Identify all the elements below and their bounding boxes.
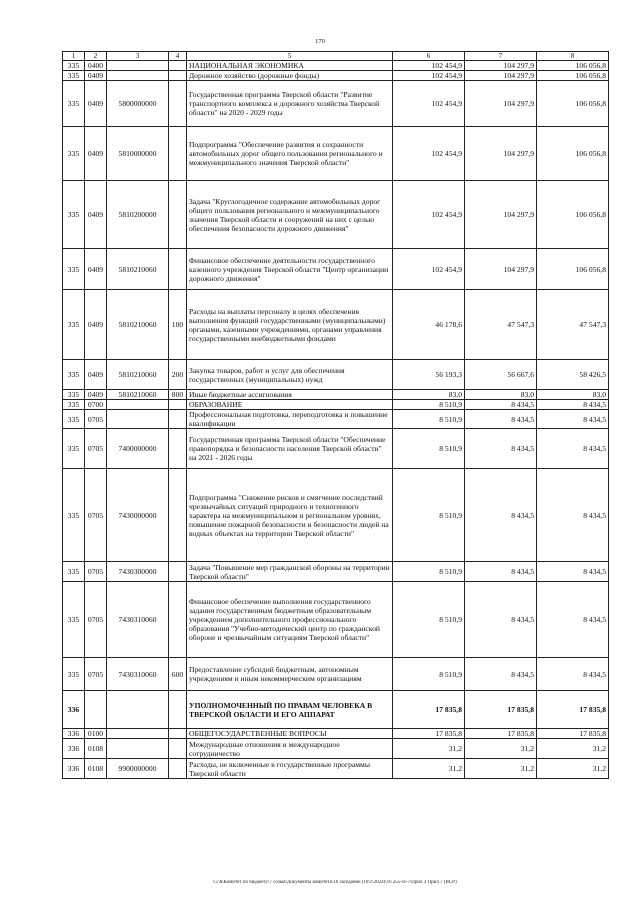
code-cell: 335 bbox=[63, 469, 85, 562]
section-cell: 0705 bbox=[85, 429, 107, 469]
name-cell: Подпрограмма "Снижение рисков и смягчение последствий чрезвычайных ситуаций природного и техногенного характера на межмуниципальном и региональном уровнях, повышение пожарной безопасности и безопасности людей на водных объектах на территории Тверской области" bbox=[187, 469, 393, 562]
section-cell: 0409 bbox=[85, 249, 107, 290]
target-article-cell: 7430300000 bbox=[107, 562, 169, 582]
expense-type-cell bbox=[169, 181, 187, 249]
amount-cell: 31,2 bbox=[537, 739, 609, 759]
amount-cell: 8 510,9 bbox=[393, 658, 465, 691]
amount-cell: 102 454,9 bbox=[393, 71, 465, 81]
name-cell: Иные бюджетные ассигнования bbox=[187, 390, 393, 400]
target-article-cell bbox=[107, 61, 169, 71]
target-article-cell: 7430310060 bbox=[107, 582, 169, 658]
amount-cell: 17 835,8 bbox=[465, 691, 537, 729]
expense-type-cell bbox=[169, 562, 187, 582]
amount-cell: 8 510,9 bbox=[393, 582, 465, 658]
section-cell: 0409 bbox=[85, 181, 107, 249]
target-article-cell: 7430310060 bbox=[107, 658, 169, 691]
table-row bbox=[63, 429, 609, 469]
section-cell: 0400 bbox=[85, 61, 107, 71]
code-cell: 336 bbox=[63, 759, 85, 779]
expense-type-cell bbox=[169, 61, 187, 71]
target-article-cell: 5810210060 bbox=[107, 249, 169, 290]
section-cell: 0108 bbox=[85, 759, 107, 779]
code-cell: 335 bbox=[63, 410, 85, 429]
table-row bbox=[63, 390, 609, 400]
name-cell: Задача "Круглогодичное содержание автомобильных дорог общего пользования регионального и межмуниципального значения Тверской области и сооружений на них с целью обеспечения безопасности дорожного движения" bbox=[187, 181, 393, 249]
amount-cell: 31,2 bbox=[465, 759, 537, 779]
target-article-cell: 5800000000 bbox=[107, 81, 169, 127]
amount-cell: 31,2 bbox=[465, 739, 537, 759]
amount-cell: 47 547,3 bbox=[537, 290, 609, 360]
amount-cell: 106 056,8 bbox=[537, 61, 609, 71]
code-cell: 335 bbox=[63, 658, 85, 691]
target-article-cell bbox=[107, 739, 169, 759]
amount-cell: 31,2 bbox=[393, 739, 465, 759]
target-article-cell: 5810000000 bbox=[107, 127, 169, 181]
amount-cell: 8 434,5 bbox=[537, 658, 609, 691]
section-cell: 0409 bbox=[85, 81, 107, 127]
amount-cell: 8 510,9 bbox=[393, 400, 465, 410]
name-cell: НАЦИОНАЛЬНАЯ ЭКОНОМИКА bbox=[187, 61, 393, 71]
amount-cell: 8 434,5 bbox=[465, 429, 537, 469]
col-header: 1 bbox=[63, 52, 85, 61]
section-cell: 0705 bbox=[85, 658, 107, 691]
amount-cell: 102 454,9 bbox=[393, 249, 465, 290]
amount-cell: 17 835,8 bbox=[537, 729, 609, 739]
amount-cell: 8 434,5 bbox=[537, 562, 609, 582]
amount-cell: 56 667,6 bbox=[465, 360, 537, 390]
column-number-row bbox=[63, 52, 609, 61]
target-article-cell: 5810200000 bbox=[107, 181, 169, 249]
amount-cell: 104 297,9 bbox=[465, 71, 537, 81]
name-cell: УПОЛНОМОЧЕННЫЙ ПО ПРАВАМ ЧЕЛОВЕКА В ТВЕРСКОЙ ОБЛАСТИ И ЕГО АППАРАТ bbox=[187, 691, 393, 729]
amount-cell: 31,2 bbox=[393, 759, 465, 779]
amount-cell: 8 434,5 bbox=[537, 429, 609, 469]
table-row bbox=[63, 400, 609, 410]
table-row bbox=[63, 658, 609, 691]
amount-cell: 8 434,5 bbox=[537, 410, 609, 429]
amount-cell: 46 178,6 bbox=[393, 290, 465, 360]
section-cell: 0700 bbox=[85, 400, 107, 410]
amount-cell: 102 454,9 bbox=[393, 61, 465, 71]
amount-cell: 8 434,5 bbox=[465, 469, 537, 562]
amount-cell: 8 434,5 bbox=[465, 410, 537, 429]
name-cell: Задача "Повышение мер гражданской обороны на территории Тверской области" bbox=[187, 562, 393, 582]
code-cell: 336 bbox=[63, 691, 85, 729]
code-cell: 335 bbox=[63, 582, 85, 658]
table-body bbox=[63, 52, 609, 779]
amount-cell: 104 297,9 bbox=[465, 127, 537, 181]
table-row bbox=[63, 71, 609, 81]
amount-cell: 8 434,5 bbox=[537, 400, 609, 410]
code-cell: 335 bbox=[63, 127, 85, 181]
section-cell: 0409 bbox=[85, 71, 107, 81]
name-cell: Расходы на выплаты персоналу в целях обеспечения выполнения функций государственными (муниципальными) органами, казенными учреждениями, органами управления государственными внебюджетными фондами bbox=[187, 290, 393, 360]
amount-cell: 8 434,5 bbox=[465, 400, 537, 410]
amount-cell: 17 835,8 bbox=[393, 729, 465, 739]
expense-type-cell bbox=[169, 759, 187, 779]
section-cell: 0100 bbox=[85, 729, 107, 739]
file-path-footer: G:\$\Комитет по бюджету\7 созыв\Документы комитета\16 заседание (10\1\2024)\16 255-П-7\Прил 3 Прил 7 (ВСР) bbox=[213, 880, 457, 885]
col-header: 3 bbox=[107, 52, 169, 61]
amount-cell: 102 454,9 bbox=[393, 127, 465, 181]
amount-cell: 8 434,5 bbox=[537, 469, 609, 562]
target-article-cell bbox=[107, 400, 169, 410]
target-article-cell bbox=[107, 71, 169, 81]
expense-type-cell bbox=[169, 127, 187, 181]
amount-cell: 8 510,9 bbox=[393, 429, 465, 469]
target-article-cell: 5810210060 bbox=[107, 360, 169, 390]
name-cell: Международные отношения и международное сотрудничество bbox=[187, 739, 393, 759]
section-cell: 0409 bbox=[85, 390, 107, 400]
table-row bbox=[63, 582, 609, 658]
target-article-cell: 5810210060 bbox=[107, 390, 169, 400]
target-article-cell: 9900000000 bbox=[107, 759, 169, 779]
expense-type-cell bbox=[169, 400, 187, 410]
target-article-cell bbox=[107, 691, 169, 729]
code-cell: 335 bbox=[63, 249, 85, 290]
amount-cell: 58 426,5 bbox=[537, 360, 609, 390]
amount-cell: 17 835,8 bbox=[537, 691, 609, 729]
name-cell: Подпрограмма "Обеспечение развития и сохранности автомобильных дорог общего пользования регионального и межмуниципального значения Тверской области" bbox=[187, 127, 393, 181]
code-cell: 336 bbox=[63, 739, 85, 759]
amount-cell: 106 056,8 bbox=[537, 249, 609, 290]
amount-cell: 102 454,9 bbox=[393, 181, 465, 249]
col-header: 6 bbox=[393, 52, 465, 61]
table-row bbox=[63, 410, 609, 429]
amount-cell: 8 434,5 bbox=[465, 582, 537, 658]
col-header: 8 bbox=[537, 52, 609, 61]
table-row bbox=[63, 81, 609, 127]
table-row bbox=[63, 691, 609, 729]
amount-cell: 8 434,5 bbox=[465, 562, 537, 582]
expense-type-cell bbox=[169, 249, 187, 290]
section-cell bbox=[85, 691, 107, 729]
amount-cell: 106 056,8 bbox=[537, 181, 609, 249]
code-cell: 335 bbox=[63, 71, 85, 81]
code-cell: 335 bbox=[63, 181, 85, 249]
expense-type-cell bbox=[169, 429, 187, 469]
amount-cell: 47 547,3 bbox=[465, 290, 537, 360]
amount-cell: 17 835,8 bbox=[393, 691, 465, 729]
expense-type-cell bbox=[169, 691, 187, 729]
table-row bbox=[63, 249, 609, 290]
section-cell: 0705 bbox=[85, 469, 107, 562]
expense-type-cell bbox=[169, 410, 187, 429]
amount-cell: 83,0 bbox=[393, 390, 465, 400]
budget-table bbox=[62, 51, 609, 779]
table-row bbox=[63, 469, 609, 562]
name-cell: Государственная программа Тверской области "Обеспечение правопорядка и безопасности населения Тверской области" на 2021 - 2026 годы bbox=[187, 429, 393, 469]
amount-cell: 31,2 bbox=[537, 759, 609, 779]
amount-cell: 104 297,9 bbox=[465, 181, 537, 249]
amount-cell: 8 510,9 bbox=[393, 469, 465, 562]
name-cell: Расходы, не включенные в государственные программы Тверской области bbox=[187, 759, 393, 779]
expense-type-cell bbox=[169, 729, 187, 739]
amount-cell: 8 434,5 bbox=[537, 582, 609, 658]
expense-type-cell: 600 bbox=[169, 658, 187, 691]
page-number: 170 bbox=[315, 38, 325, 45]
target-article-cell: 5810210060 bbox=[107, 290, 169, 360]
expense-type-cell bbox=[169, 71, 187, 81]
expense-type-cell: 200 bbox=[169, 360, 187, 390]
name-cell: Закупка товаров, работ и услуг для обеспечения государственных (муниципальных) нужд bbox=[187, 360, 393, 390]
expense-type-cell bbox=[169, 739, 187, 759]
amount-cell: 106 056,8 bbox=[537, 81, 609, 127]
target-article-cell bbox=[107, 410, 169, 429]
section-cell: 0409 bbox=[85, 360, 107, 390]
amount-cell: 83,0 bbox=[465, 390, 537, 400]
table-row bbox=[63, 360, 609, 390]
col-header: 7 bbox=[465, 52, 537, 61]
table-row bbox=[63, 181, 609, 249]
code-cell: 335 bbox=[63, 81, 85, 127]
amount-cell: 8 510,9 bbox=[393, 562, 465, 582]
table-row bbox=[63, 127, 609, 181]
table-row bbox=[63, 759, 609, 779]
expense-type-cell bbox=[169, 81, 187, 127]
col-header: 5 bbox=[187, 52, 393, 61]
expense-type-cell bbox=[169, 469, 187, 562]
target-article-cell: 7430000000 bbox=[107, 469, 169, 562]
code-cell: 335 bbox=[63, 290, 85, 360]
section-cell: 0108 bbox=[85, 739, 107, 759]
section-cell: 0705 bbox=[85, 410, 107, 429]
amount-cell: 8 510,9 bbox=[393, 410, 465, 429]
amount-cell: 104 297,9 bbox=[465, 81, 537, 127]
name-cell: Финансовое обеспечение деятельности государственного казенного учреждения Тверской области "Центр организации дорожного движения" bbox=[187, 249, 393, 290]
table-row bbox=[63, 562, 609, 582]
target-article-cell bbox=[107, 729, 169, 739]
name-cell: ОБЩЕГОСУДАРСТВЕННЫЕ ВОПРОСЫ bbox=[187, 729, 393, 739]
name-cell: ОБРАЗОВАНИЕ bbox=[187, 400, 393, 410]
amount-cell: 83,0 bbox=[537, 390, 609, 400]
name-cell: Финансовое обеспечение выполнения государственного задания государственным бюджетным образовательным учреждением дополнительного профессионального образования "Учебно-методический центр по гражданской обороне и чрезвычайным ситуациям Тверской области" bbox=[187, 582, 393, 658]
amount-cell: 106 056,8 bbox=[537, 71, 609, 81]
name-cell: Профессиональная подготовка, переподготовка и повышение квалификации bbox=[187, 410, 393, 429]
code-cell: 335 bbox=[63, 61, 85, 71]
section-cell: 0705 bbox=[85, 562, 107, 582]
code-cell: 335 bbox=[63, 562, 85, 582]
amount-cell: 106 056,8 bbox=[537, 127, 609, 181]
code-cell: 335 bbox=[63, 429, 85, 469]
section-cell: 0409 bbox=[85, 290, 107, 360]
table-row bbox=[63, 739, 609, 759]
code-cell: 336 bbox=[63, 729, 85, 739]
amount-cell: 104 297,9 bbox=[465, 61, 537, 71]
code-cell: 335 bbox=[63, 360, 85, 390]
table-row bbox=[63, 729, 609, 739]
section-cell: 0705 bbox=[85, 582, 107, 658]
expense-type-cell bbox=[169, 582, 187, 658]
code-cell: 335 bbox=[63, 390, 85, 400]
name-cell: Предоставление субсидий бюджетным, автономным учреждениям и иным некоммерческим организациям bbox=[187, 658, 393, 691]
table-row bbox=[63, 290, 609, 360]
amount-cell: 56 193,3 bbox=[393, 360, 465, 390]
col-header: 2 bbox=[85, 52, 107, 61]
amount-cell: 17 835,8 bbox=[465, 729, 537, 739]
table-row bbox=[63, 61, 609, 71]
name-cell: Дорожное хозяйство (дорожные фонды) bbox=[187, 71, 393, 81]
col-header: 4 bbox=[169, 52, 187, 61]
code-cell: 335 bbox=[63, 400, 85, 410]
name-cell: Государственная программа Тверской области "Развитие транспортного комплекса и дорожного хозяйства Тверской области" на 2020 - 2029 годы bbox=[187, 81, 393, 127]
amount-cell: 102 454,9 bbox=[393, 81, 465, 127]
expense-type-cell: 100 bbox=[169, 290, 187, 360]
target-article-cell: 7400000000 bbox=[107, 429, 169, 469]
amount-cell: 104 297,9 bbox=[465, 249, 537, 290]
expense-type-cell: 800 bbox=[169, 390, 187, 400]
amount-cell: 8 434,5 bbox=[465, 658, 537, 691]
section-cell: 0409 bbox=[85, 127, 107, 181]
